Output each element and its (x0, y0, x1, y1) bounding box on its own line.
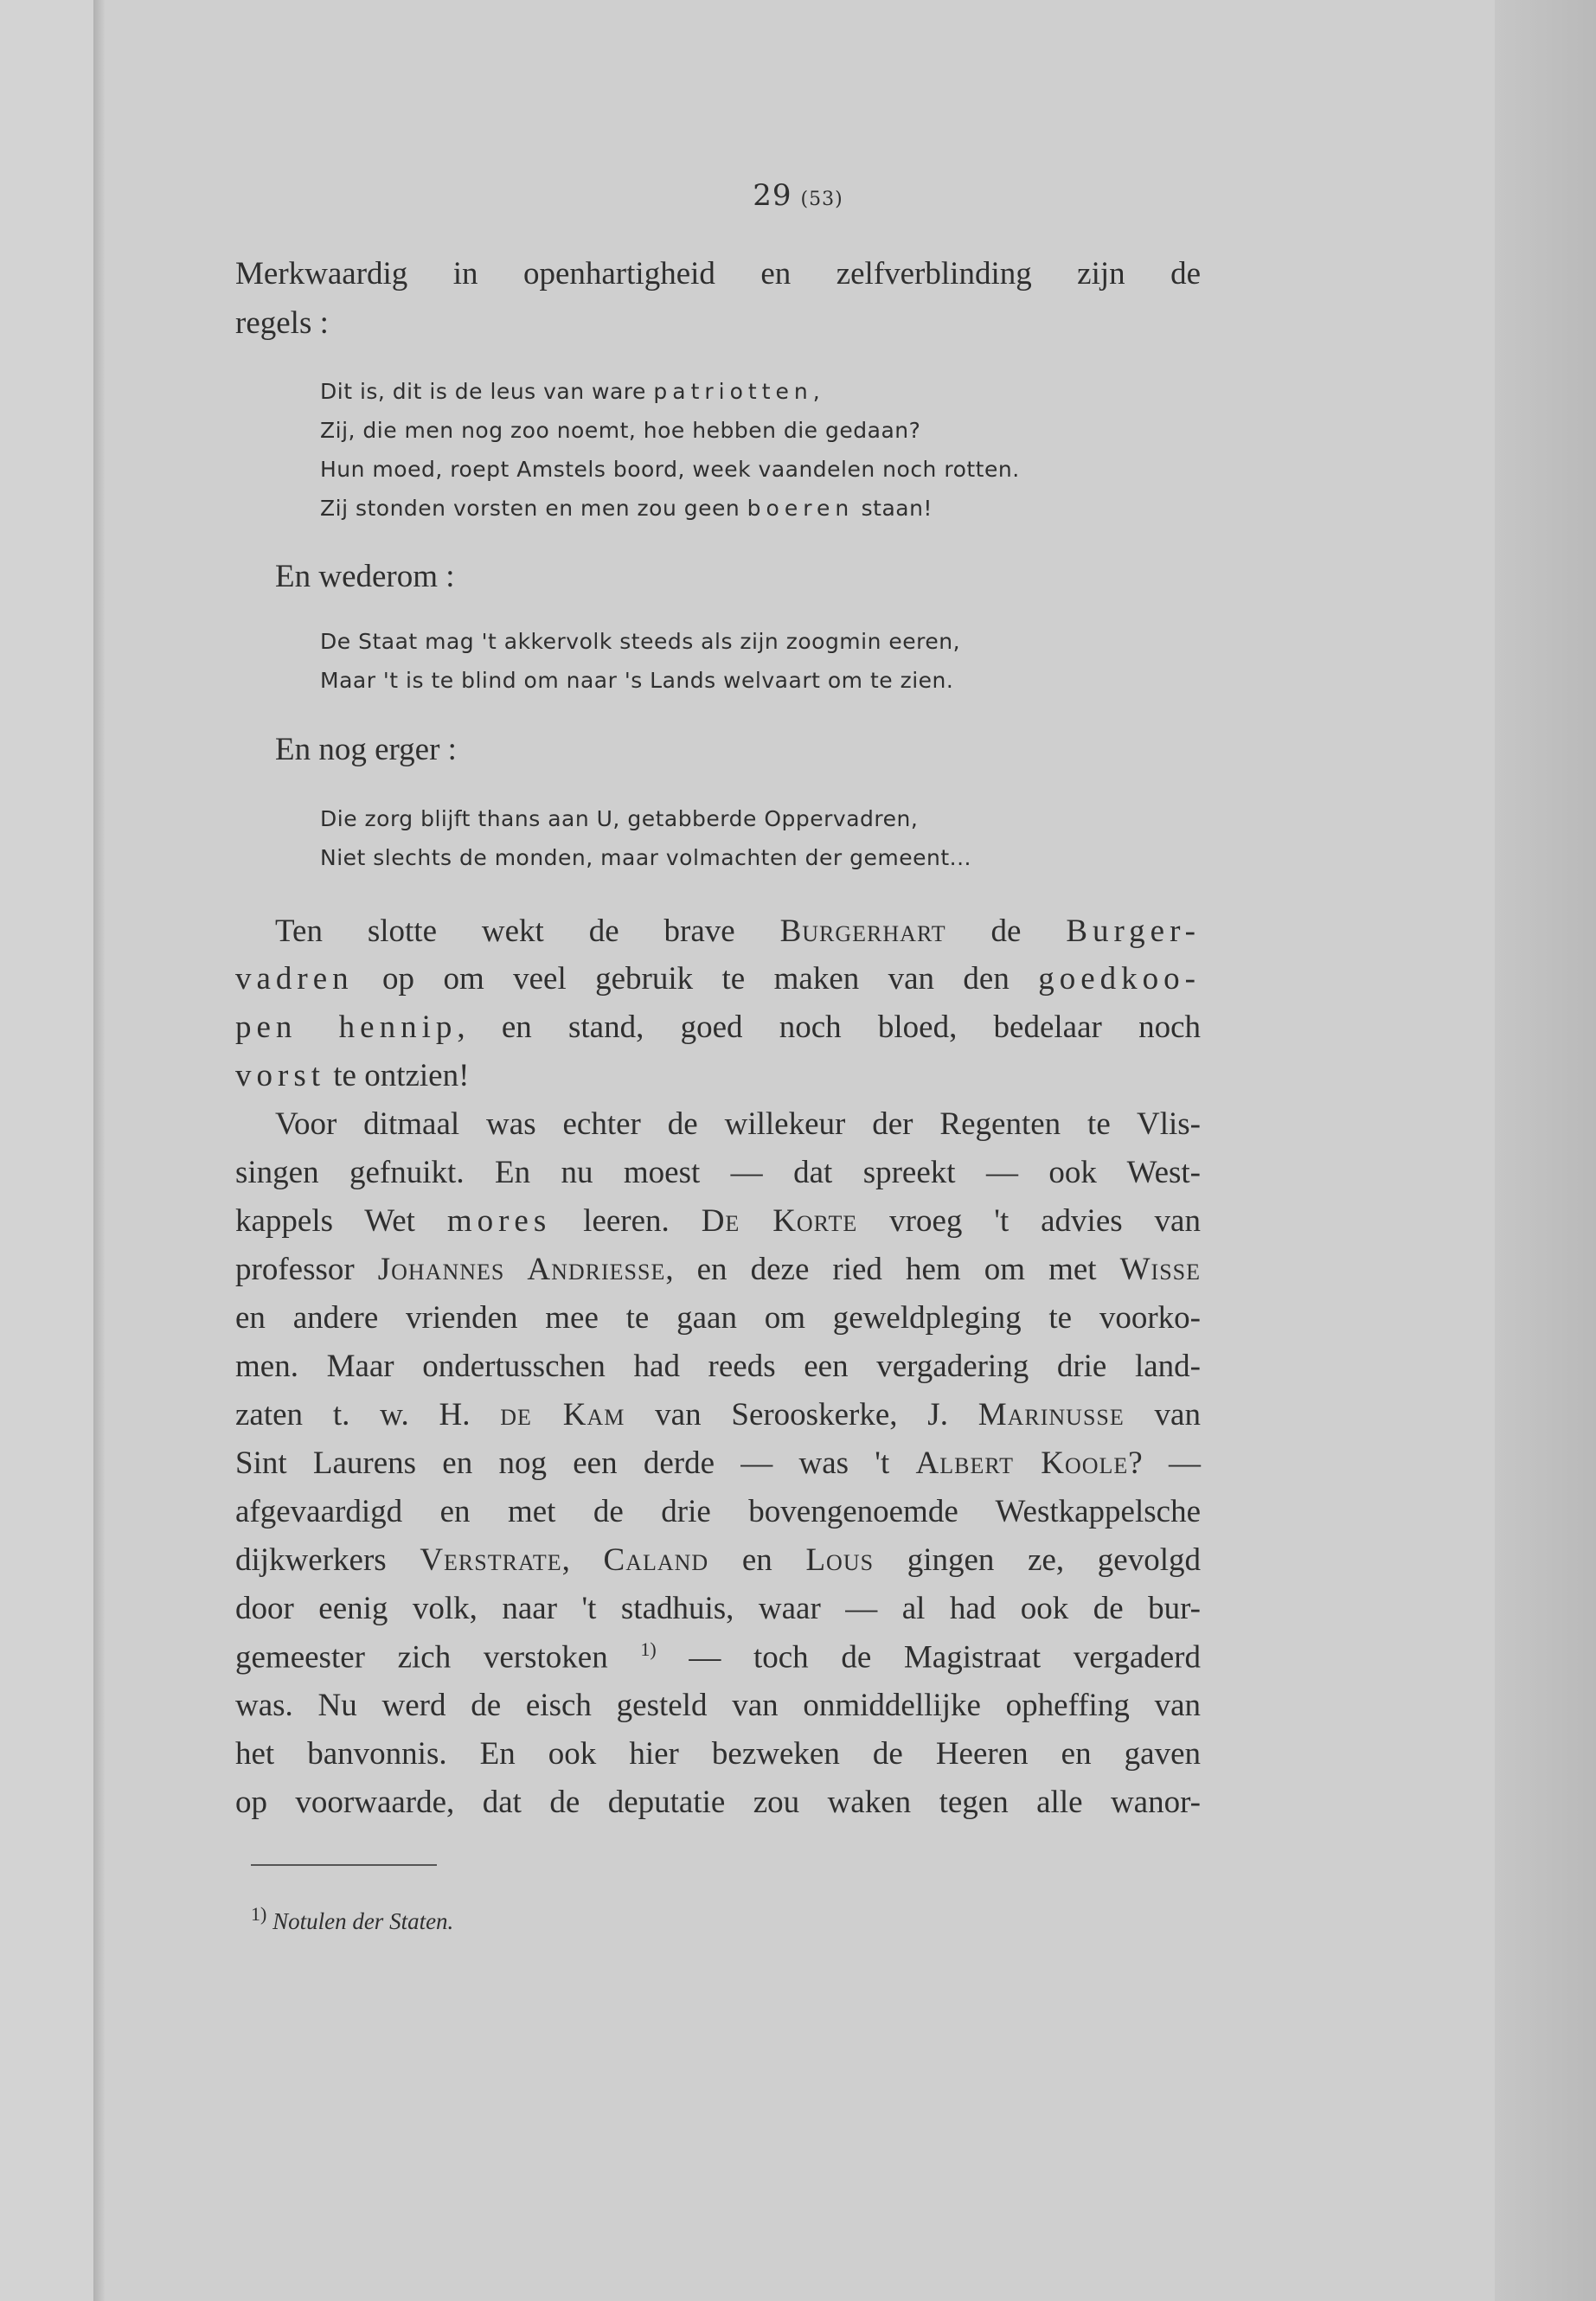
binding-edge (93, 0, 106, 2301)
para3-line9: afgevaardigd en met de drie bovengenoemde Westkappelsche (235, 1494, 1201, 1529)
para3-line10-g: gingen ze, gevolgd (874, 1542, 1202, 1578)
para3-line3-d: De Korte (701, 1203, 858, 1239)
para2-line2 (235, 960, 1201, 997)
poem1-line1-c: , (812, 379, 821, 404)
para3-line10-e: en (708, 1542, 806, 1578)
poem1-line4 (320, 496, 933, 521)
footnote-marker: 1) (251, 1903, 267, 1925)
para3-line1: Voor ditmaal was echter de willekeur der Regenten te Vlis- (275, 1106, 1201, 1142)
para3-line6: men. Maar ondertusschen had reeds een vergadering drie land- (235, 1349, 1201, 1384)
para2-line4-b: te ontzien! (325, 1058, 470, 1093)
para2-line3-b: , en stand, goed noch bloed, bedelaar noch (457, 1009, 1201, 1045)
para1-line1: Merkwaardig in openhartigheid en zelfverblinding zijn de (235, 256, 1201, 292)
poem1-line4-a: Zij stonden vorsten en men zou geen (320, 496, 747, 521)
para2-line2-b: op om veel gebruik te maken van den (353, 961, 1039, 997)
para3-line4 (235, 1251, 1201, 1288)
poem1-line4-b: boeren (747, 496, 855, 521)
para2-line1-b: Burgerhart (779, 913, 946, 949)
poem1-line4-c: staan! (854, 496, 933, 521)
page-header (0, 178, 1596, 213)
poem1-line1-b: patriotten (653, 379, 813, 404)
para3-line8-b: Albert Koole (915, 1445, 1129, 1481)
page-right-edge (1495, 0, 1596, 2301)
para3-line8 (235, 1445, 1201, 1482)
para3-line15: op voorwaarde, dat de deputatie zou waken tegen alle wanor- (235, 1785, 1201, 1820)
para3-line7-c: van Serooskerke, J. (625, 1397, 978, 1433)
para3-line10-b: Verstrate (420, 1542, 562, 1578)
para2-line2-c: goedkoo- (1038, 961, 1201, 997)
footnote-ref: 1) (640, 1638, 657, 1660)
para3-line10-a: dijkwerkers (235, 1542, 420, 1578)
para3-line12 (235, 1638, 1201, 1676)
page-number: 29 (753, 178, 792, 213)
poem3-line2: Niet slechts de monden, maar volmachten der gemeent... (320, 845, 971, 870)
poem1-line3: Hun moed, roept Amstels boord, week vaandelen noch rotten. (320, 457, 1020, 482)
para3-line8-c: ? — (1128, 1445, 1201, 1481)
footnote-text: Notulen der Staten. (272, 1908, 454, 1934)
para3-line10-c: , (561, 1542, 604, 1578)
footnote-rule (251, 1864, 437, 1866)
para3-line4-b: Johannes Andriesse (377, 1252, 666, 1287)
para3-line7-a: zaten t. w. H. (235, 1397, 501, 1433)
para3-line11: door eenig volk, naar 't stadhuis, waar — al had ook de bur- (235, 1591, 1201, 1626)
poem3-line1: Die zorg blijft thans aan U, getabberde Oppervadren, (320, 806, 919, 831)
book-page (106, 0, 1495, 2301)
para1-line2: regels : (235, 305, 329, 341)
para3-line7-e: van (1124, 1397, 1201, 1433)
para3-line8-a: Sint Laurens en nog een derde — was 't (235, 1445, 916, 1481)
para3-line4-c: , en deze ried hem om met (665, 1252, 1120, 1287)
para3-line7-d: Marinusse (977, 1397, 1125, 1433)
poem1-line1 (320, 379, 820, 404)
para3-line7 (235, 1396, 1201, 1433)
para2-line4-a: vorst (235, 1058, 325, 1093)
poem1-line2: Zij, die men nog zoo noemt, hoe hebben die gedaan? (320, 418, 921, 443)
para3-line10-f: Lous (805, 1542, 875, 1578)
intro-wederom: En wederom : (275, 559, 455, 594)
para3-line10-d: Caland (603, 1542, 709, 1578)
para3-line3 (235, 1202, 1201, 1240)
para2-line1-a: Ten slotte wekt de brave (275, 913, 780, 949)
para2-line1 (275, 913, 1201, 950)
para3-line12-a: gemeester zich verstoken (235, 1639, 641, 1676)
intro-nog-erger: En nog erger : (275, 732, 457, 767)
para3-line3-c: leeren. (551, 1203, 702, 1239)
para3-line12-c: — toch de Magistraat vergaderd (656, 1639, 1201, 1676)
para2-line3-a: pen hennip (235, 1009, 458, 1045)
para3-line3-a: kappels Wet (235, 1203, 447, 1239)
original-page-number: (53) (800, 189, 843, 210)
para3-line14: het banvonnis. En ook hier bezweken de Heeren en gaven (235, 1736, 1201, 1772)
footnote (251, 1903, 453, 1935)
para2-line1-d: Burger- (1066, 913, 1201, 949)
para3-line5: en andere vrienden mee te gaan om geweldpleging te voorko- (235, 1300, 1201, 1336)
para3-line7-b: de Kam (500, 1397, 625, 1433)
para3-line13: was. Nu werd de eisch gesteld van onmiddellijke opheffing van (235, 1688, 1201, 1723)
para3-line4-d: Wisse (1119, 1252, 1201, 1287)
poem2-line1: De Staat mag 't akkervolk steeds als zijn zoogmin eeren, (320, 629, 961, 654)
para3-line2: singen gefnuikt. En nu moest — dat spreekt — ook West- (235, 1155, 1201, 1190)
poem1-line1-a: Dit is, dit is de leus van ware (320, 379, 654, 404)
para3-line3-b: mores (446, 1203, 552, 1239)
para3-line4-a: professor (235, 1252, 378, 1287)
poem2-line2: Maar 't is te blind om naar 's Lands welvaart om te zien. (320, 668, 954, 693)
para2-line3 (235, 1009, 1201, 1046)
para2-line4 (235, 1057, 469, 1094)
para2-line1-c: de (945, 913, 1067, 949)
para2-line2-a: vadren (235, 961, 354, 997)
para3-line10 (235, 1541, 1201, 1579)
para3-line3-e: vroeg 't advies van (857, 1203, 1201, 1239)
